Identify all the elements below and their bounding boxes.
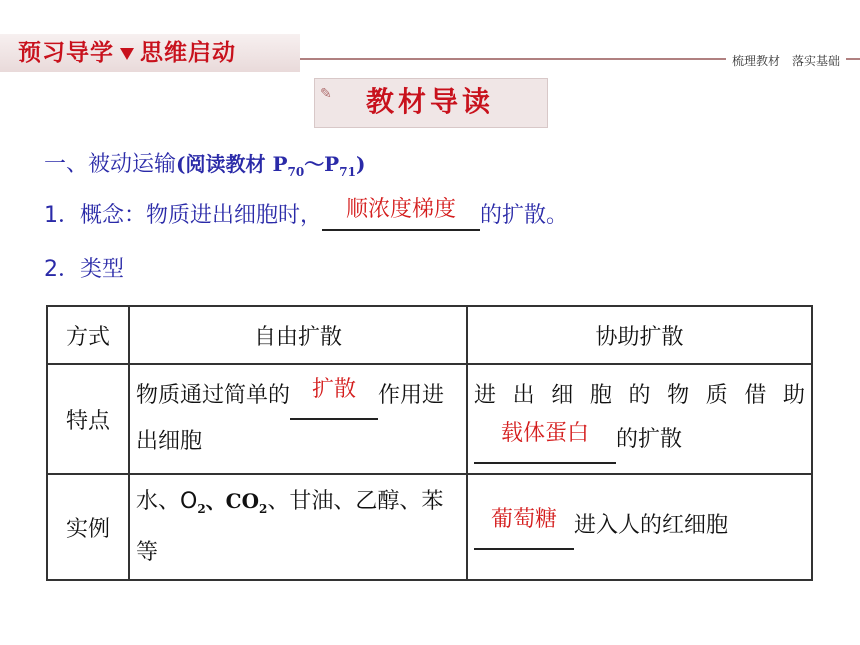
header-banner-label	[18, 34, 236, 72]
header-subtitle: 梳理教材 落实基础	[726, 52, 846, 69]
assisted-features-answer: 载体蛋白	[500, 421, 589, 446]
assisted-example-blank	[474, 504, 574, 550]
assisted-features-text-b: 的扩散	[616, 427, 683, 452]
triangle-down-icon	[120, 48, 134, 60]
concept-answer: 顺浓度梯度	[345, 197, 456, 222]
co2-subscript: 2	[259, 502, 268, 516]
concept-line	[44, 198, 568, 231]
assisted-features-text-a: 进 出 细 胞 的 物 质 借 助	[474, 383, 805, 408]
free-example-co2: 、CO	[205, 489, 260, 513]
table-header-row	[47, 306, 812, 364]
free-features-cell	[129, 364, 467, 474]
transport-table	[46, 305, 813, 581]
section-badge-title: 教材导读	[365, 85, 494, 118]
assisted-features-cell	[467, 364, 812, 474]
concept-blank	[322, 198, 480, 231]
free-features-text-a: 物质通过简单的	[136, 383, 291, 408]
pencil-icon: ✎	[320, 86, 332, 102]
assisted-example-cell	[467, 474, 812, 580]
free-example-water: 水、O	[136, 489, 198, 514]
types-label: 2．类型	[44, 257, 124, 282]
examples-label: 实例	[47, 474, 129, 580]
features-label: 特点	[47, 364, 129, 474]
assisted-features-blank	[474, 418, 616, 464]
free-features-blank	[290, 374, 378, 420]
table-row	[47, 474, 812, 580]
o2-subscript: 2	[197, 502, 206, 516]
free-example-rest: 、甘油、乙醇、苯等	[136, 489, 444, 565]
assisted-example-text: 进入人的红细胞	[574, 513, 729, 538]
free-features-answer: 扩散	[312, 377, 357, 402]
table-row	[47, 364, 812, 474]
heading-title: 一、被动运输	[44, 152, 177, 177]
free-features-text-b: 作用进出细胞	[136, 383, 445, 454]
concept-suffix: 的扩散。	[480, 203, 569, 228]
header-facilitated-diffusion: 协助扩散	[467, 306, 812, 364]
banner-left-a: 预习导学	[18, 40, 114, 66]
section-heading	[44, 147, 365, 179]
free-example-cell	[129, 474, 467, 580]
concept-prefix: 1．概念：物质进出细胞时，	[44, 203, 322, 228]
reading-note: (阅读教材 $P_{70}\sim P_{71}$)	[176, 152, 366, 179]
header-free-diffusion: 自由扩散	[129, 306, 467, 364]
banner-left-b: 思维启动	[140, 40, 236, 66]
assisted-example-answer: 葡萄糖	[490, 507, 557, 532]
header-method: 方式	[47, 306, 129, 364]
